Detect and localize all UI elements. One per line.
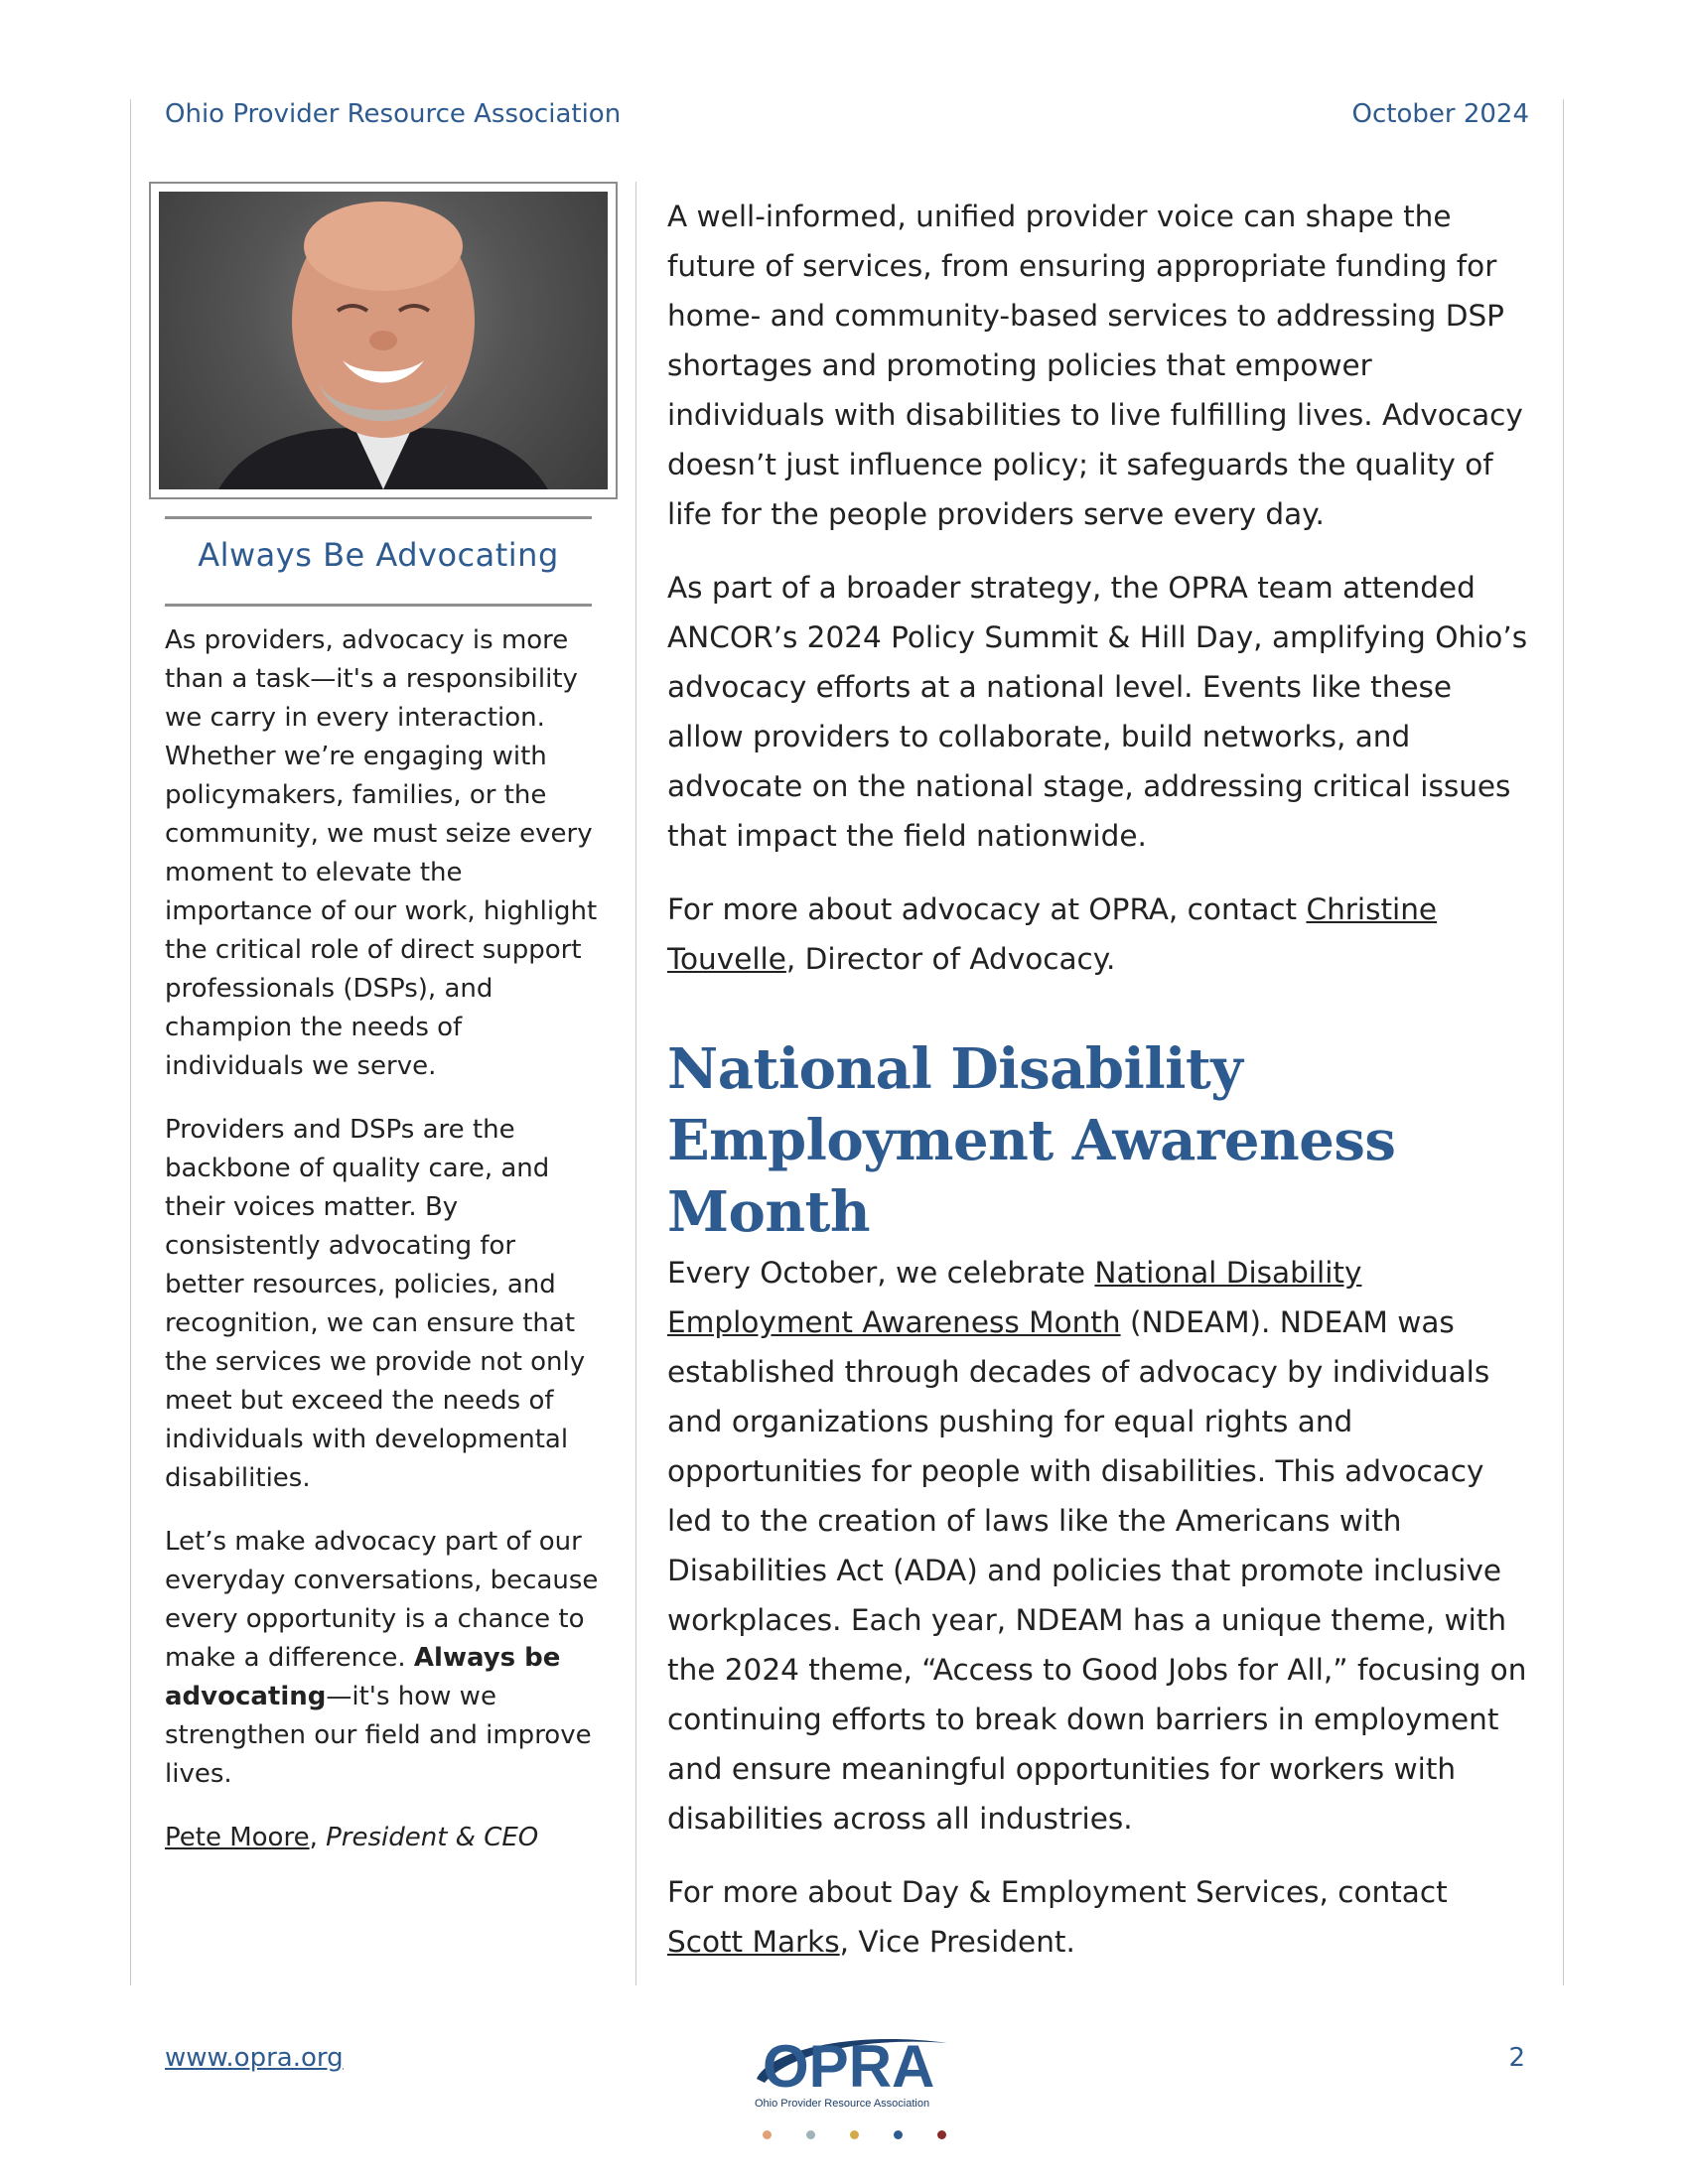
main-paragraph-2: As part of a broader strategy, the OPRA team attended ANCOR’s 2024 Policy Summit & Hill Day, amplifying Ohio’s advocacy efforts at a national level. Events like these allow providers to collaborate, build networks, and advocate on the national stage, addressing critical issues that impact the field nationwide. <box>667 571 1528 853</box>
signature-name-link[interactable]: Pete Moore <box>165 1823 310 1852</box>
sidebar-paragraph-1: As providers, advocacy is more than a task—it's a responsibility we carry in every interaction. Whether we’re engaging with policymakers, families, or the community, we must seize every moment to elevate the importance of our work, highlight the critical role of direct support professionals (DSPs), and champion the needs of individuals we serve. <box>165 625 598 1081</box>
sidebar-bottom-rule <box>165 604 592 607</box>
main-p5-text-a: For more about Day & Employment Services, contact <box>667 1875 1448 1909</box>
header-date: October 2024 <box>1351 99 1529 129</box>
section-heading: National Disability Employment Awareness Month <box>667 1036 1396 1245</box>
page-number: 2 <box>1508 2043 1525 2073</box>
scott-marks-link[interactable]: Scott Marks <box>667 1925 840 1959</box>
page-right-rule <box>1563 99 1564 1985</box>
dot-2 <box>806 2130 815 2139</box>
website-link[interactable]: www.opra.org <box>165 2043 344 2073</box>
sidebar-top-rule <box>165 516 592 519</box>
logo-wordmark: OPRA <box>763 2033 935 2100</box>
sidebar-paragraph-2: Providers and DSPs are the backbone of quality care, and their voices matter. By consistently advocating for better resources, policies, and recognition, we can ensure that the services we provide not only meet but exceed the needs of individuals with developmental disabilities. <box>165 1115 586 1493</box>
christine-touvelle-link[interactable]: Christine Touvelle <box>667 892 1438 976</box>
ndeam-link[interactable]: National Disability Employment Awareness Month <box>667 1256 1362 1339</box>
main-p3-text-a: For more about advocacy at OPRA, contact <box>667 892 1307 926</box>
sidebar-p3-text-b: —it's how we strengthen our field and improve lives. <box>165 1682 592 1789</box>
dot-3 <box>850 2130 859 2139</box>
main-p3-text-b: , Director of Advocacy. <box>785 942 1116 976</box>
signature-separator: , <box>309 1823 327 1852</box>
main-p4-text-a: Every October, we celebrate <box>667 1256 1095 1290</box>
dot-4 <box>894 2130 903 2139</box>
dot-5 <box>937 2130 946 2139</box>
column-divider <box>635 182 636 1985</box>
sidebar-paragraph-3 <box>165 1523 602 1794</box>
main-paragraph-3 <box>667 885 1531 984</box>
signature-title: President & CEO <box>326 1823 539 1852</box>
page-left-rule <box>130 99 131 1985</box>
sidebar-body <box>165 621 602 1882</box>
main-p4-text-b: (NDEAM). NDEAM was established through decades of advocacy by individuals and organizations pushing for equal rights and opportunities for people with disabilities. This advocacy led to the creation of laws like the Americans with Disabilities Act (ADA) and policies that promote inclusive workplaces. Each year, NDEAM has a unique theme, with the 2024 theme, “Access to Good Jobs for All,” focusing on continuing efforts to break down barriers in employment and ensure meaningful opportunities for workers with disabilities across all industries. <box>667 1305 1527 1836</box>
sidebar-p3-bold: Always be advocating <box>165 1643 561 1711</box>
portrait-frame <box>149 182 618 499</box>
sidebar-title: Always Be Advocating <box>198 536 559 574</box>
logo-tagline: Ohio Provider Resource Association <box>755 2098 930 2110</box>
sidebar-p3-text-a: Let’s make advocacy part of our everyday conversations, because every opportunity is a chance to make a difference. <box>165 1527 599 1673</box>
main-paragraph-5 <box>667 1867 1531 1967</box>
main-p5-text-b: , Vice President. <box>839 1925 1075 1959</box>
portrait-photo <box>159 192 608 489</box>
main-column <box>667 192 1531 1990</box>
signature <box>165 1819 602 1857</box>
dot-1 <box>763 2130 772 2139</box>
main-paragraph-4 <box>667 1248 1531 1843</box>
portrait-illustration <box>159 192 608 489</box>
header-org-name: Ohio Provider Resource Association <box>165 99 622 129</box>
main-paragraph-1: A well-informed, unified provider voice can shape the future of services, from ensuring appropriate funding for home- and community-based services to addressing DSP shortages and promoting policies that empower individuals with disabilities to live fulfilling lives. Advocacy doesn’t just influence policy; it safeguards the quality of life for the people providers serve every day. <box>667 200 1523 531</box>
